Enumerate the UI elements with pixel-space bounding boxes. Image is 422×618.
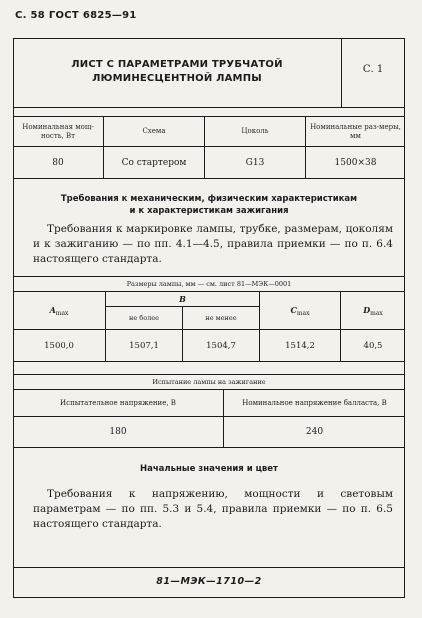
value-dimensions: 1500×38 [306,147,406,179]
lamp-parameters-table [13,116,405,179]
section1-title-line1: Требования к механическим, физическим характеристикам [60,194,358,204]
section1-title-line2: и к характеристикам зажигания [129,206,289,216]
sheet-number: С. 1 [362,64,384,75]
value-power: 80 [13,147,104,179]
section2-text: Требования к напряжению, мощности и световым параметрам — по пп. 5.3 и 5.4, правила приемки — по п. 6.5 настоящего стандарта. [33,488,393,530]
header-a-sub: max [55,309,69,317]
header-power: Номинальная мощ-ность, Вт [13,117,104,147]
section2-title: Начальные значения и цвет [140,464,278,474]
page-reference: С. 58 ГОСТ 6825—91 [15,10,137,21]
header-d-sub: max [370,309,383,317]
value-c-max: 1514,2 [260,330,341,362]
value-d-max: 40,5 [341,330,406,362]
header-a-max [13,292,106,330]
header-d-max [341,292,406,330]
header-ballast-voltage: Номинальное напряжение балласта, В [224,390,406,417]
header-c-max [260,292,341,330]
header-b-max: не более [106,307,183,330]
header-a-letter: A [49,304,56,315]
dimensions-caption: Размеры лампы, мм — см. лист 81—МЭК—0001 [13,277,405,292]
sheet-title-line1: ЛИСТ С ПАРАМЕТРАМИ ТРУБЧАТОЙ [71,59,283,70]
header-dimensions: Номинальные раз-меры, мм [306,117,406,147]
ignition-caption: Испытание лампы на зажигание [13,375,405,390]
header-b-min: не менее [183,307,260,330]
footer-divider [13,567,405,568]
header-d-letter: D [363,304,371,315]
footer-code: 81—МЭК—1710—2 [156,576,262,587]
value-ballast-voltage: 240 [224,417,406,448]
header-b [106,292,260,307]
value-cap: G13 [205,147,306,179]
section1-title [13,193,405,217]
ignition-test-table [13,374,405,448]
lamp-dimensions-table [13,276,405,362]
value-b-max: 1507,1 [106,330,183,362]
section1-text: Требования к маркировке лампы, трубке, размерам, цоколям и к зажиганию — по пп. 4.1—4.5, правила приемки — по п. 6.4 настоящего стандарта. [33,223,393,265]
header-c-letter: C [290,304,297,315]
header-c-sub: max [296,309,310,317]
value-scheme: Со стартером [104,147,205,179]
header-cap: Цоколь [205,117,306,147]
value-test-voltage: 180 [13,417,224,448]
value-a-max: 1500,0 [13,330,106,362]
sheet-title-line2: ЛЮМИНЕСЦЕНТНОЙ ЛАМПЫ [92,73,262,84]
header-test-voltage: Испытательное напряжение, В [13,390,224,417]
header-scheme: Схема [104,117,205,147]
header-b-letter: B [179,294,186,304]
sheet-title [13,58,341,86]
value-b-min: 1504,7 [183,330,260,362]
